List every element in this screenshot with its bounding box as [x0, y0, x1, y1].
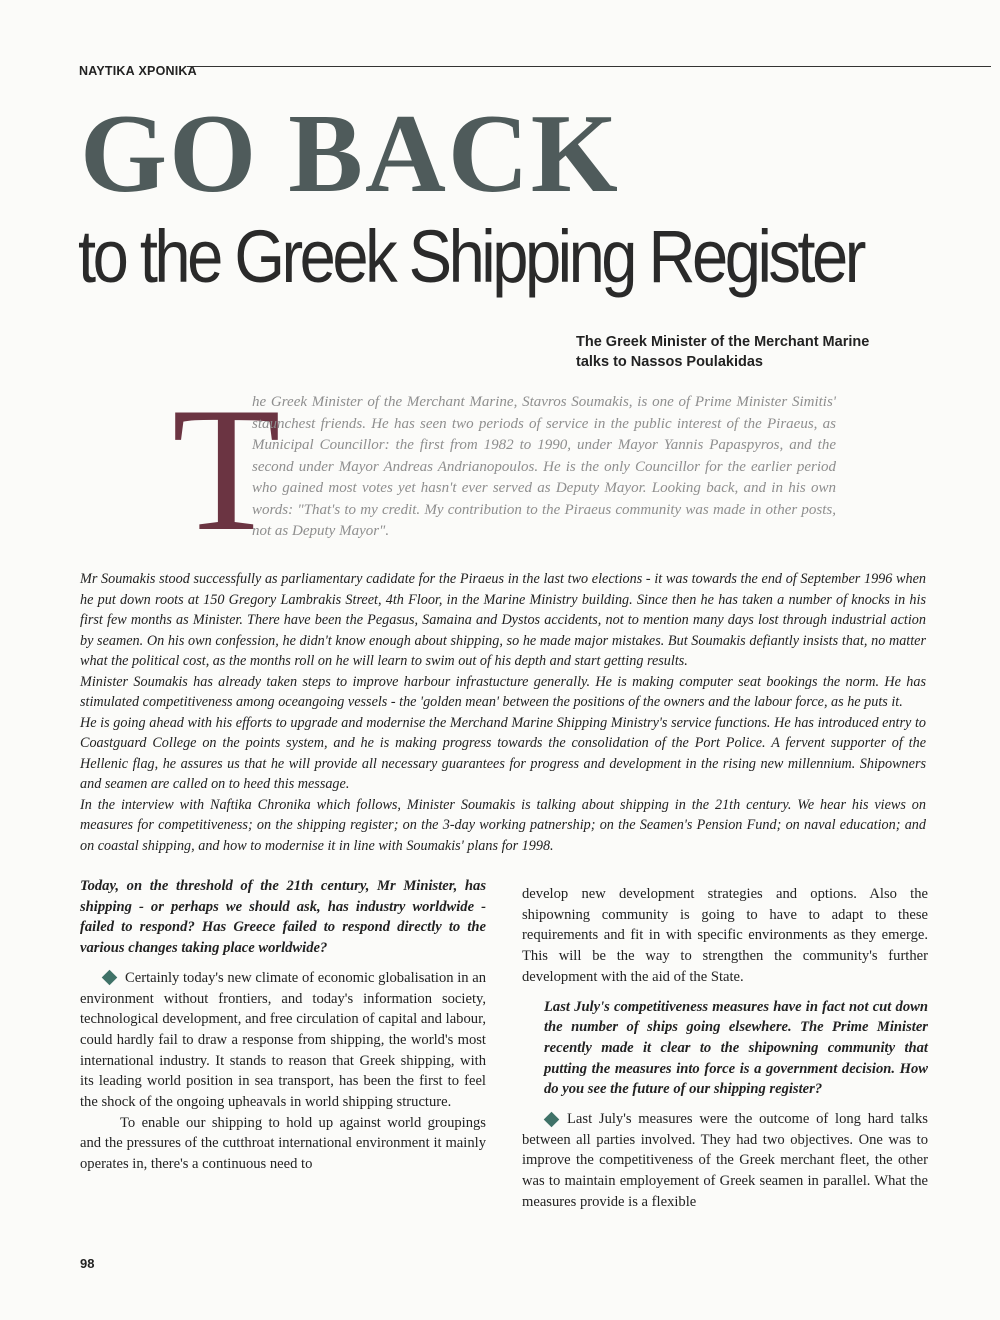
intro-paragraph: he Greek Minister of the Merchant Marine, Stavros Soumakis, is one of Prime Minister Simitis' staunchest friends. He has seen two periods of service in the public interest of the Piraeus, as Municipal Councillor: the first from 1982 to 1990, under Mayor Yannis Papaspyros, and the second under Mayor Andreas Andrianopoulos. He is the only Councillor for the earlier period who gained most votes yet hasn't ever served as Deputy Mayor. Looking back, and in his own words: "That's to my credit. My contribution to the Piraeus community was made in other posts, not as Deputy Mayor". [252, 394, 836, 539]
byline: The Greek Minister of the Merchant Marine talks to Nassos Poulakidas [576, 334, 870, 370]
lead-paragraph: Mr Soumakis stood successfully as parliamentary cadidate for the Piraeus in the last two elections - it was towards the end of September 1996 when he put down roots at 150 Gregory Lambrakis Street, 4th Floor, in the Marine Ministry building. Since then he has taken a number of knocks in his first few months as Minister. There have been the Pegasus, Samaina and Dystos accidents, not to mention many days lost through industrial action by seamen. On his own confession, he didn't know enough about shipping, so he made major mistakes. But Soumakis defiantly insists that, no matter what the political cost, as the months roll on he will learn to swim out of his depth and start getting results. [80, 571, 926, 669]
page-number: 98 [80, 1256, 95, 1271]
section-label: ΝΑΥΤΙΚΑ ΧΡΟΝΙΚΑ [79, 64, 197, 78]
drop-cap: T [172, 370, 281, 568]
right-column [522, 884, 928, 1213]
interview-question: Last July's competitiveness measures have in fact not cut down the number of ships going elsewhere. The Prime Minister recently made it clear to the shipowning community that putting the measures into force is a government decision. How do you see the future of our shipping register? [544, 998, 928, 1098]
answer-text: Certainly today's new climate of economic globalisation in an environment without frontiers, and today's information society, technological development, and free circulation of capital and labour, could hardly fail to draw a response from shipping, the world's most international industry. It stands to reason that Greek shipping, with its leading world position in sea transport, has been the first to feel the shock of the ongoing upheavals in world shipping structure. [80, 969, 486, 1111]
lead-paragraph: He is going ahead with his efforts to upgrade and modernise the Merchand Marine Shipping Ministry's service functions. He has introduced entry to Coastguard College on the points system, and he is making progress towards the consolidation of the Port Police. A fervent supporter of the Hellenic flag, he assures us that he will provide all necessary guarantees for progress and development in the rising new millennium. Shipowners and seamen are called on to heed this message. [80, 714, 926, 792]
lead-section [80, 569, 926, 856]
lead-paragraph: Minister Soumakis has already taken steps to improve harbour infrastucture generally. He is making computer seat bookings the norm. He has stimulated competitiveness among oceangoing vessels - the 'golden mean' between the positions of the owners and the labour force, as he puts it. [80, 673, 926, 710]
interview-answer: To enable our shipping to hold up against world groupings and the pressures of the cutthroat international environment it mainly operates in, there's a continuous need to [80, 1114, 486, 1173]
interview-question: Today, on the threshold of the 21th century, Mr Minister, has shipping - or perhaps we should ask, has industry worldwide - failed to respond? Has Greece failed to respond directly to the various changes taking place worldwide? [80, 878, 486, 957]
answer-text: Last July's measures were the outcome of long hard talks between all parties involved. They had two objectives. One was to improve the competitiveness of the Greek merchant fleet, the other was to maintain employement of Greek seamen in parallel. What the measures provide is a flexible [522, 1111, 928, 1210]
running-header [79, 60, 991, 82]
header-rule [187, 66, 991, 67]
headline-subtitle: to the Greek Shipping Register [78, 215, 863, 298]
diamond-bullet-icon [102, 970, 118, 986]
interview-answer [80, 968, 486, 1113]
answer-continuation: develop new development strategies and options. Also the shipowning community is going to have to adapt to these requirements and fit in with specific environments as they emerge. This will be the way to strengthen the community's further development with the aid of the State. [522, 886, 928, 985]
headline-main: GO BACK [80, 92, 620, 216]
interview-answer [522, 1109, 928, 1213]
left-column [80, 876, 486, 1175]
diamond-bullet-icon [544, 1111, 560, 1127]
lead-paragraph: In the interview with Naftika Chronika which follows, Minister Soumakis is talking about shipping in the 21th century. We hear his views on measures for competitiveness; on the shipping register; on the 3-day working patnership; on the Seamen's Pension Fund; on naval education; and on coastal shipping, and how to modernise it in line with Soumakis' plans for 1998. [80, 796, 926, 854]
